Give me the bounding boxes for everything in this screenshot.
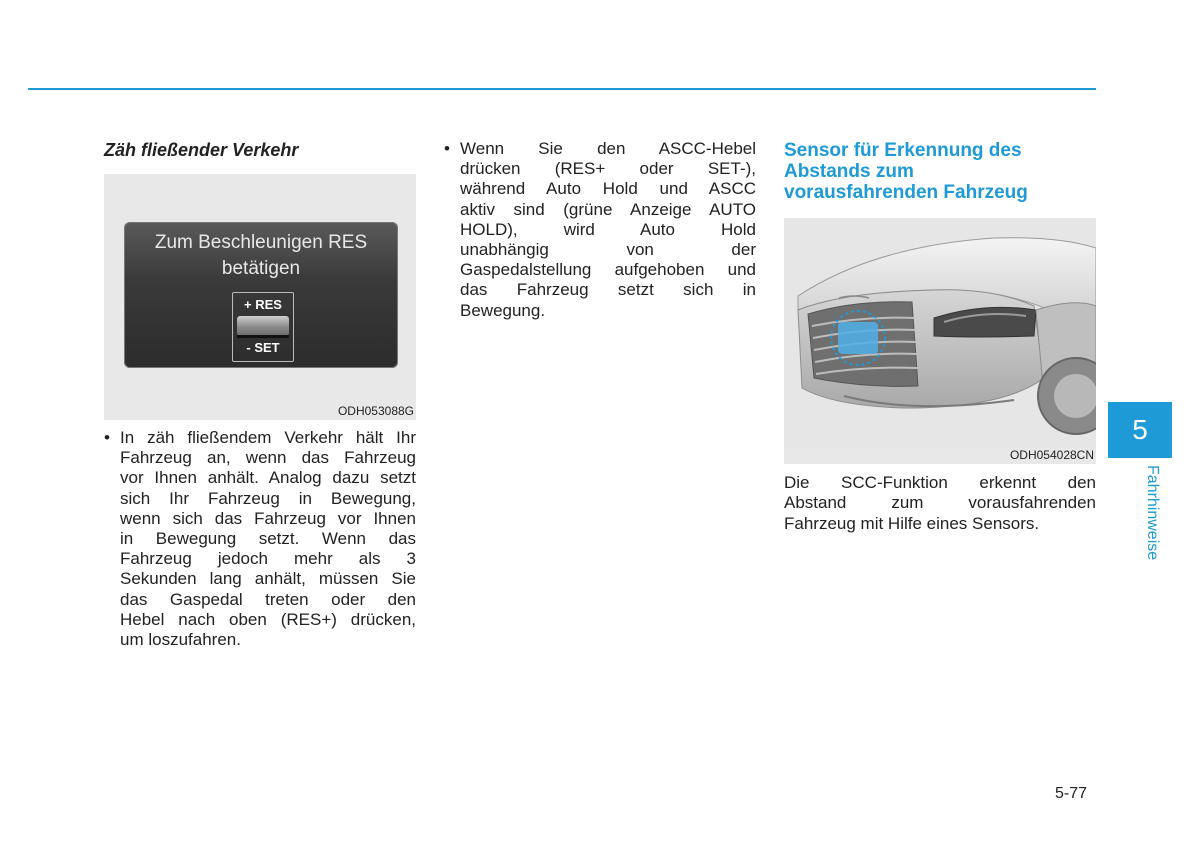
bullet-line: während Auto Hold und ASCC [460, 179, 756, 199]
bullet-line: Wenn Sie den ASCC-Hebel [460, 139, 756, 158]
bullet-line: das Fahrzeug setzt sich in [460, 280, 756, 300]
dashboard-message-figure [104, 174, 416, 420]
figure-code: ODH054028CN [1009, 448, 1094, 462]
bullet-line: Fahrzeug jedoch mehr als 3 [120, 549, 416, 569]
display-message-line1: Zum Beschleunigen RES [154, 232, 368, 253]
lever-knob [237, 316, 289, 336]
header-rule [28, 88, 1096, 90]
bullet-line: HOLD), wird Auto Hold [460, 219, 756, 239]
display-message-line2: betätigen [221, 258, 301, 279]
bullet-line: Sekunden lang anhält, müssen Sie [120, 569, 416, 589]
bullet-marker: • [104, 428, 110, 447]
lever-res-label: + RES [244, 297, 282, 312]
bullet-line: das Gaspedal treten oder den [120, 589, 416, 609]
bullet-line: vor Ihnen anhält. Analog dazu setzt [120, 468, 416, 488]
subheading-slow-traffic: Zäh fließender Verkehr [104, 140, 299, 160]
page-number: 5-77 [1055, 785, 1088, 802]
bullet-line: in Bewegung setzt. Wenn das [120, 529, 416, 549]
chapter-label: Fahrhinweise [1144, 465, 1161, 561]
bullet-line: sich Ihr Fahrzeug in Bewegung, [120, 488, 416, 508]
car-front-illustration [784, 218, 1096, 448]
paragraph-line: Fahrzeug mit Hilfe eines Sensors. [784, 513, 1040, 533]
cluster-display [124, 222, 398, 368]
car-sensor-figure [784, 218, 1096, 464]
bullet-line: um loszufahren. [120, 630, 241, 650]
bullet-line: In zäh fließendem Verkehr hält Ihr [120, 428, 416, 447]
res-set-lever-icon [232, 292, 294, 362]
figure-code: ODH053088G [337, 404, 414, 418]
paragraph-line: Abstand zum vorausfahrenden [784, 493, 1096, 513]
bullet-slow-traffic [104, 428, 416, 650]
bullet-line: Fahrzeug an, wenn das Fahrzeug [120, 448, 416, 468]
heading-line: Abstands zum [784, 161, 914, 182]
bullet-marker: • [444, 139, 450, 158]
bullet-line: Gaspedalstellung aufgehoben und [460, 260, 756, 280]
bullet-line: Bewegung. [460, 300, 546, 320]
bullet-line: drücken (RES+ oder SET-), [460, 159, 756, 179]
bullet-auto-hold [444, 139, 756, 321]
lever-shadow [237, 335, 289, 338]
section-heading-sensor [784, 140, 1096, 203]
bullet-line: wenn sich das Fahrzeug vor Ihnen [120, 508, 416, 528]
heading-line: vorausfahrenden Fahrzeug [784, 182, 1028, 203]
bullet-line: aktiv sind (grüne Anzeige AUTO [460, 199, 756, 219]
chapter-number-tab: 5 [1108, 402, 1172, 458]
paragraph-line: Die SCC-Funktion erkennt den [784, 473, 1096, 492]
heading-line: Sensor für Erkennung des [784, 140, 1022, 161]
sensor-paragraph [784, 473, 1096, 534]
lever-set-label: - SET [246, 340, 280, 355]
bullet-line: unabhängig von der [460, 240, 756, 260]
bullet-line: Hebel nach oben (RES+) drücken, [120, 609, 416, 629]
